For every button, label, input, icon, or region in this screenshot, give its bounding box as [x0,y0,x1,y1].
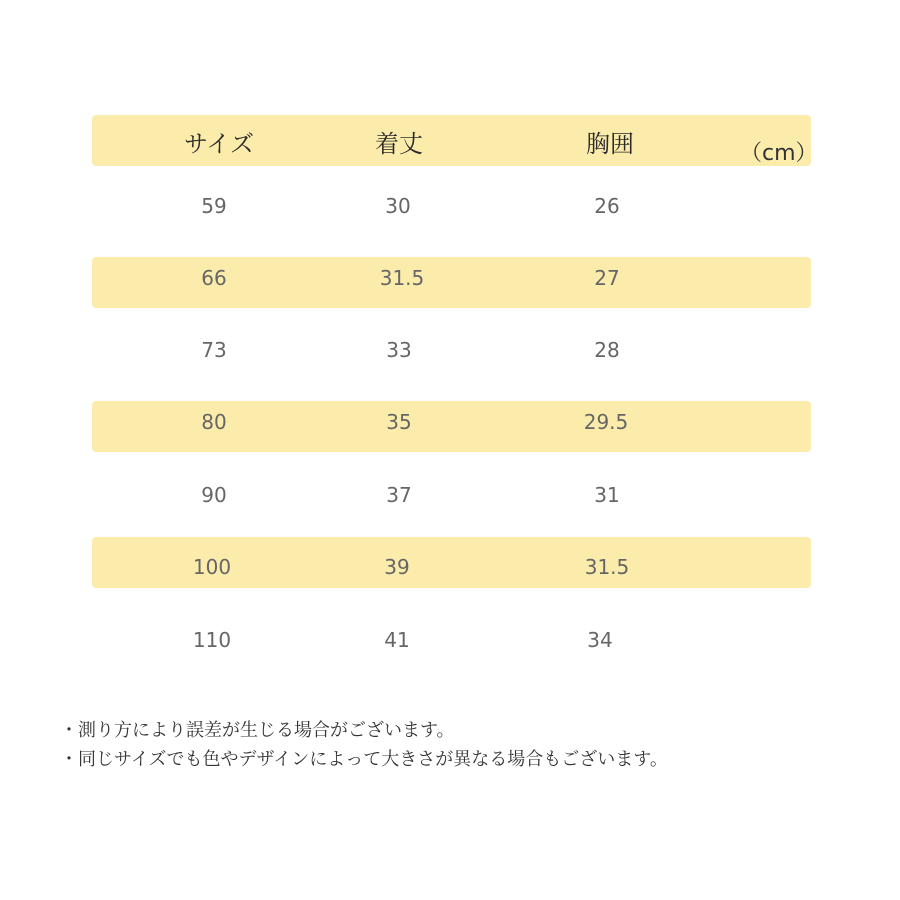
cell-size: 90 [201,483,227,507]
cell-chest: 28 [594,338,620,362]
cell-length: 37 [386,483,412,507]
header-chest: 胸囲 [586,130,634,158]
cell-chest: 27 [594,266,620,290]
cell-chest: 31.5 [584,555,630,579]
unit-label: （cm） [740,141,818,166]
cell-size: 73 [201,338,227,362]
cell-length: 35 [386,410,412,434]
cell-length: 41 [384,628,410,652]
cell-length: 31.5 [379,266,425,290]
cell-size: 110 [192,628,232,652]
note-measurement-error: ・測り方により誤差が生じる場合がございます。 [60,720,455,741]
cell-chest: 26 [594,194,620,218]
header-size: サイズ [183,130,255,158]
cell-chest: 31 [594,483,620,507]
cell-length: 33 [386,338,412,362]
cell-size: 66 [201,266,227,290]
cell-size: 59 [201,194,227,218]
cell-length: 39 [384,555,410,579]
cell-chest: 29.5 [583,410,629,434]
header-length: 着丈 [375,130,423,158]
cell-length: 30 [385,194,411,218]
note-size-variation: ・同じサイズでも色やデザインによって大きさが異なる場合もございます。 [60,749,668,770]
cell-size: 100 [192,555,232,579]
cell-chest: 34 [587,628,613,652]
cell-size: 80 [201,410,227,434]
